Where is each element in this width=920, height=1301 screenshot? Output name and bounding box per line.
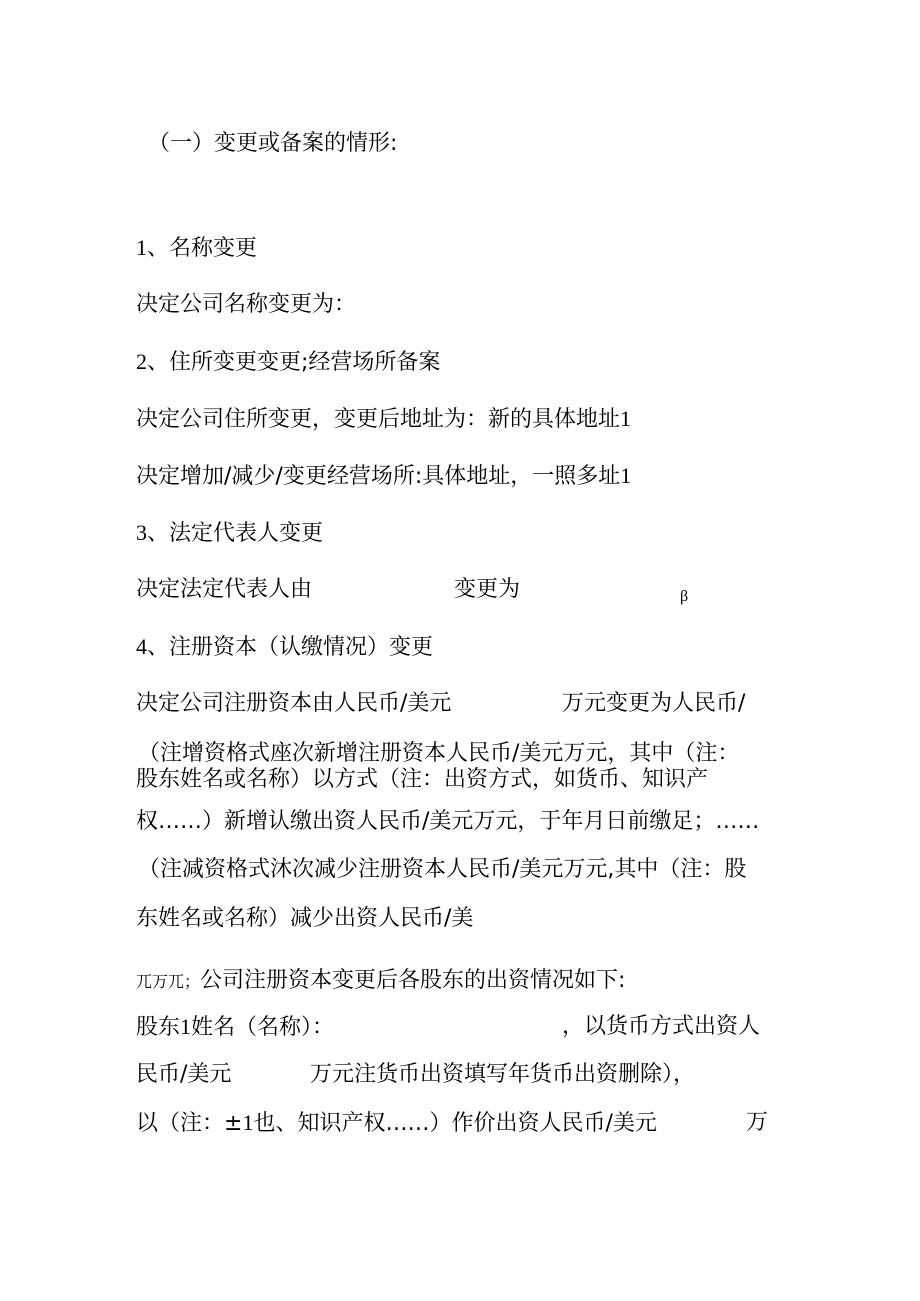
item4-line2: （注增资格式座次新增注册资本人民币/美元万元，其中（注：: [138, 741, 740, 766]
item4-heading: [136, 636, 433, 659]
item4-line3: 股东姓名或名称）以方式（注：出资方式，如货币、知识产: [136, 767, 709, 792]
item4-line1-part1: 决定公司注册资本由人民币/美元: [136, 691, 452, 716]
item3-title: 、法定代表人变更: [147, 521, 324, 546]
item4-line4: 权……）新增认缴出资人民币/美元万元，于年月日前缴足；……: [136, 809, 760, 834]
item4-line9-right: 万元注货币出资填写年货币出资删除），: [310, 1062, 696, 1087]
item4-line5: （注减资格式沐次减少注册资本人民币/美元万元,其中（注：股: [138, 857, 747, 882]
item1-title: 、名称变更: [147, 236, 258, 261]
item4-line1-part2: 万元变更为人民币/: [562, 691, 746, 716]
item4-line10-right: 万: [746, 1110, 769, 1135]
item4-line7-small: 兀万兀；: [136, 974, 201, 991]
item4-line8-left: 股东1姓名（名称）：: [136, 1014, 335, 1040]
item2-text-address: 决定公司住所变更，变更后地址为：新的具体地址1: [136, 406, 632, 432]
item3-text-part2: 变更为: [454, 577, 521, 602]
item4-line6: 东姓名或名称）减少出资人民币/美: [136, 906, 474, 931]
item3-mark: β: [680, 588, 689, 605]
item2-text-site: 决定增加/减少/变更经营场所:具体地址，一照多址1: [136, 463, 632, 489]
item2-number: 2: [136, 349, 147, 374]
item1-text: 决定公司名称变更为：: [136, 292, 357, 317]
item3-heading: [136, 522, 323, 545]
item4-line10-left: 以（注：±1也、知识产权……）作价出资人民币/美元: [136, 1110, 657, 1136]
item1-heading: [136, 237, 257, 260]
item4-line8-right: ，以货币方式出资人: [562, 1014, 761, 1039]
item3-number: 3: [136, 520, 147, 545]
item3-text-part1: 决定法定代表人由: [136, 577, 313, 602]
section-title: （一）变更或备案的情形:: [148, 131, 398, 156]
item4-title: 、注册资本（认缴情况）变更: [147, 635, 434, 660]
item2-heading: [136, 351, 440, 374]
item1-number: 1: [136, 235, 147, 260]
item4-number: 4: [136, 634, 147, 659]
item4-line9-left: 民币/美元: [136, 1062, 232, 1087]
item4-line7: 兀万兀；公司注册资本变更后各股东的出资情况如下:: [136, 968, 626, 993]
item2-title: 、住所变更变更;经营场所备案: [147, 350, 441, 375]
